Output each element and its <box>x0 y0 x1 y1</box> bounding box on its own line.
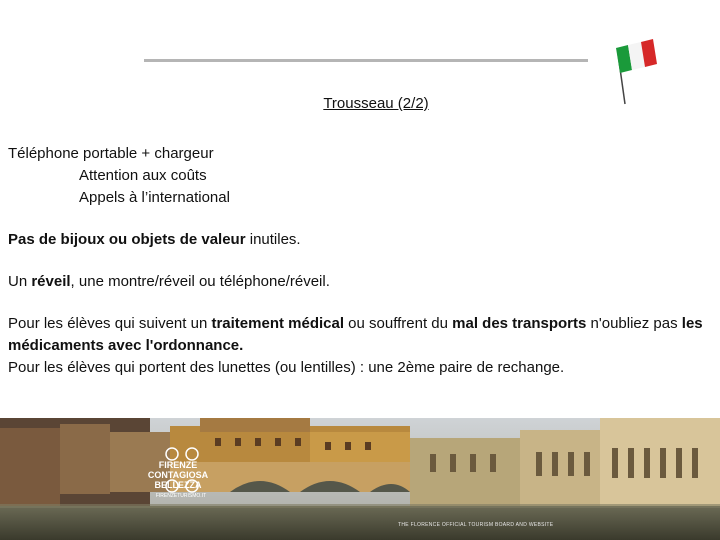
ponte-vecchio-photo <box>0 418 720 540</box>
header-rule <box>144 59 588 62</box>
alarm-line: Un réveil, une montre/réveil ou téléphone/réveil. <box>8 273 330 290</box>
tourism-board-caption: THE FLORENCE OFFICIAL TOURISM BOARD AND WEBSITE <box>398 522 554 528</box>
slide-title: Trousseau (2/2) <box>323 95 429 112</box>
glasses-line: Pour les élèves qui portent des lunettes (ou lentilles) : une 2ème paire de rechange. <box>8 359 565 376</box>
phone-cost-line: Attention aux coûts <box>79 167 207 184</box>
slide-body <box>8 143 720 379</box>
phone-international-line: Appels à l’international <box>79 189 230 206</box>
jewels-line: Pas de bijoux ou objets de valeur inutiles. <box>8 231 301 248</box>
medication-line: Pour les élèves qui suivent un traitement médical ou souffrent du mal des transports n'oubliez pas les médicaments avec l'ordonnance. <box>8 315 703 354</box>
firenze-url: FIRENZETURISMO.IT <box>155 493 207 499</box>
firenze-logo-text: FIRENZE CONTAGIOSA BELLEZZA <box>147 460 209 490</box>
phone-line: Téléphone portable + chargeur <box>8 145 214 162</box>
